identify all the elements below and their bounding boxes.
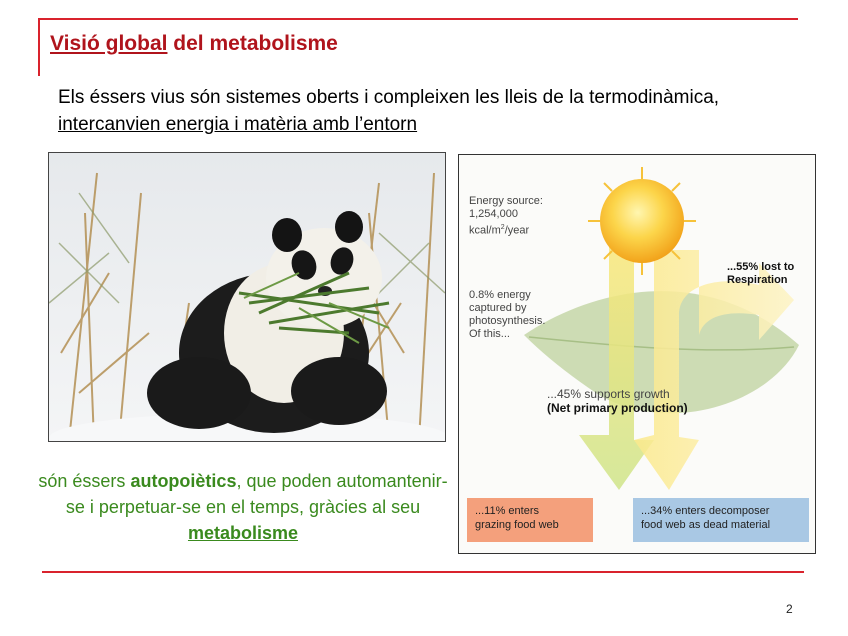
decomposer-line-2: food web as dead material xyxy=(641,519,771,531)
decomposer-line-1: ...34% enters decomposer xyxy=(641,505,770,517)
caption-bold-1: autopoiètics xyxy=(130,471,237,491)
slide-title-underlined: Visió global xyxy=(50,32,168,55)
footer-rule xyxy=(42,571,804,573)
slide-title-rest: del metabolisme xyxy=(167,32,338,55)
energy-source-unit: kcal/m xyxy=(469,224,501,237)
respiration-line-1: ...55% lost to xyxy=(727,261,795,273)
energy-source-per: /year xyxy=(504,224,530,237)
captured-line-4: Of this... xyxy=(469,328,510,340)
energy-source-line-2: 1,254,000 xyxy=(469,208,518,220)
panda-illustration xyxy=(49,153,445,441)
panda-photo xyxy=(48,152,446,442)
grazing-line-2: grazing food web xyxy=(475,519,559,531)
page-number: 2 xyxy=(786,602,793,616)
grazing-line-1: ...11% enters xyxy=(475,505,539,517)
caption-part-1: són éssers xyxy=(38,471,131,491)
captured-line-3: photosynthesis. xyxy=(469,315,546,327)
sun-icon xyxy=(600,179,684,263)
growth-line-2: (Net primary production) xyxy=(547,401,688,415)
intro-line-1: Els éssers vius són sistemes oberts i compleixen les lleis de la termodinàmica, xyxy=(58,87,720,108)
captured-label xyxy=(469,289,545,341)
intro-line-2: intercanvien energia i matèria amb l’entorn xyxy=(58,114,418,135)
energy-flow-diagram xyxy=(458,154,816,554)
energy-source-line-1: Energy source: xyxy=(469,195,543,207)
caption-part-2: , que poden automantenir-se i perpetuar-se en el temps, gràcies al seu xyxy=(65,471,448,517)
energy-source-line-3 xyxy=(469,221,543,238)
caption-text xyxy=(30,468,456,546)
slide-title xyxy=(50,32,338,56)
captured-line-1: 0.8% energy xyxy=(469,289,531,301)
energy-source-label xyxy=(469,195,543,238)
respiration-label xyxy=(727,261,794,287)
growth-label xyxy=(547,387,688,415)
captured-line-2: captured by xyxy=(469,302,527,314)
grazing-food-web-box xyxy=(467,498,593,542)
growth-line-1: ...45% supports growth xyxy=(547,387,670,401)
decomposer-food-web-box xyxy=(633,498,809,542)
title-side-rule xyxy=(38,18,40,76)
title-top-rule xyxy=(38,18,798,20)
intro-text xyxy=(58,84,818,138)
caption-bold-2: metabolisme xyxy=(187,523,299,543)
respiration-line-2: Respiration xyxy=(727,274,788,286)
energy-source-sup: 2 xyxy=(500,224,505,231)
